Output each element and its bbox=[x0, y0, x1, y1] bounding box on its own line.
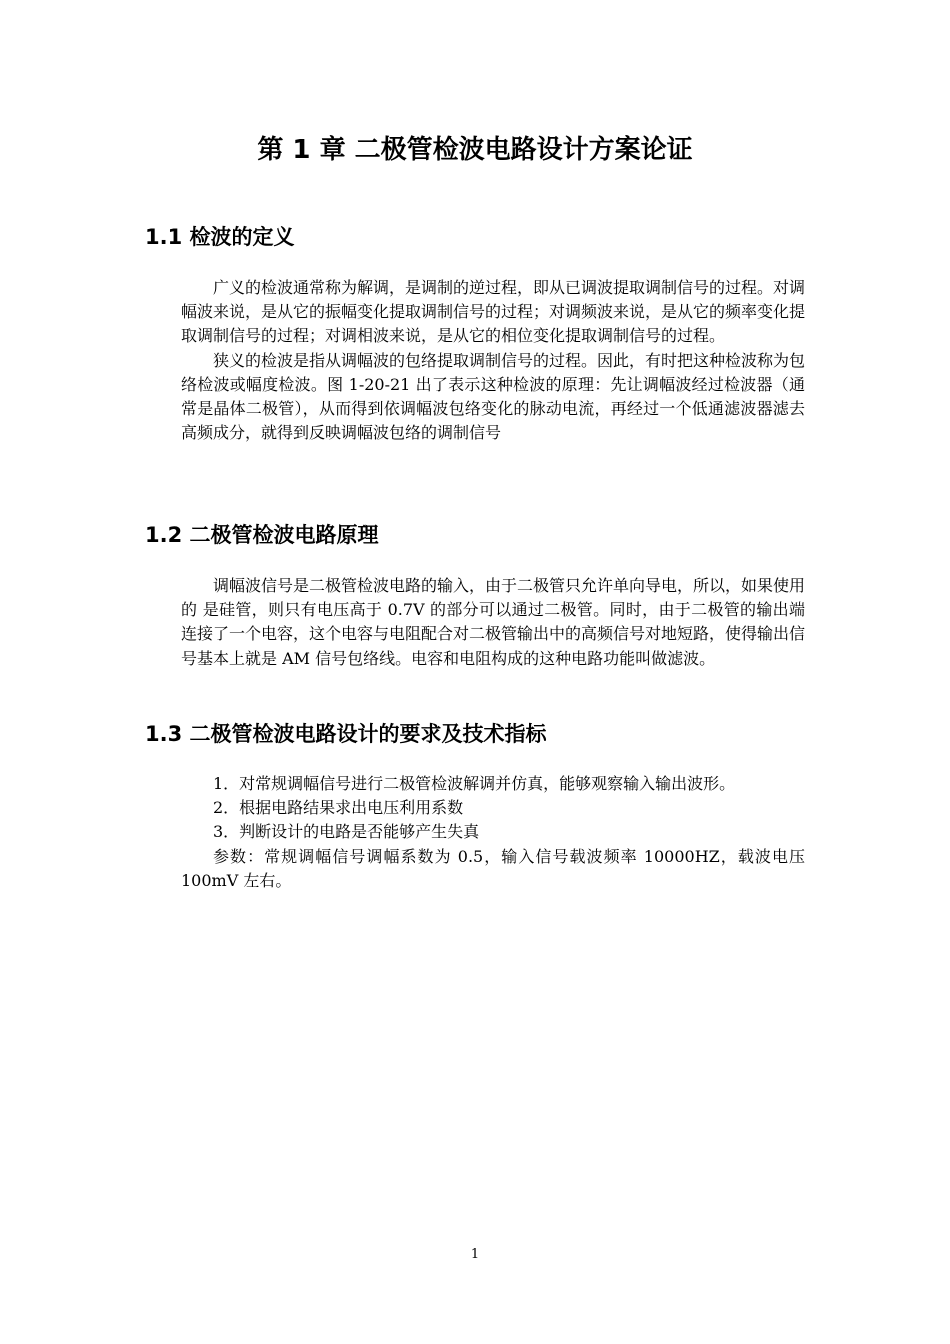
chapter-title: 第 1 章 二极管检波电路设计方案论证 bbox=[257, 135, 693, 165]
parameters-paragraph: 参数：常规调幅信号调幅系数为 0.5，输入信号载波频率 10000HZ，载波电压 100mV 左右。 bbox=[181, 846, 805, 890]
paragraph: 广义的检波通常称为解调，是调制的逆过程，即从已调波提取调制信号的过程。对调幅波来说，是从它的振幅变化提取调制信号的过程；对调频波来说，是从它的频率变化提取调制信号的过程；对调相波来说，是从它的相位变化提取调制信号的过程。 bbox=[181, 278, 806, 346]
section-heading-1-2: 1.2 二极管检波电路原理 bbox=[145, 523, 379, 547]
list-item: 3．判断设计的电路是否能够产生失真 bbox=[213, 822, 480, 842]
list-item: 2．根据电路结果求出电压利用系数 bbox=[213, 798, 464, 818]
paragraph: 狭义的检波是指从调幅波的包络提取调制信号的过程。因此，有时把这种检波称为包络检波或幅度检波。图 1-20-21 出了表示这种检波的原理：先让调幅波经过检波器（通常是晶体二极管），从而得到依调幅波包络变化的脉动电流，再经过一个低通滤波器滤去高频成分，就得到反映调幅波包络的调制信号 bbox=[181, 350, 806, 443]
paragraph: 调幅波信号是二极管检波电路的输入，由于二极管只允许单向导电，所以，如果使用的 是硅管，则只有电压高于 0.7V 的部分可以通过二极管。同时，由于二极管的输出端连接了一个电容，这个电容与电阻配合对二极管输出中的高频信号对地短路，使得输出信号基本上就是 AM 信号包络线。电容和电阻构成的这种电路功能叫做滤波。 bbox=[181, 576, 806, 668]
section-heading-1-1: 1.1 检波的定义 bbox=[145, 225, 295, 249]
list-item: 1．对常规调幅信号进行二极管检波解调并仿真，能够观察输入输出波形。 bbox=[213, 774, 736, 793]
page-number: 1 bbox=[470, 1247, 480, 1262]
section-body-1-1 bbox=[181, 276, 805, 445]
section-body-1-2 bbox=[181, 574, 805, 671]
section-heading-1-3: 1.3 二极管检波电路设计的要求及技术指标 bbox=[145, 722, 547, 746]
section-body-1-3 bbox=[181, 772, 805, 893]
